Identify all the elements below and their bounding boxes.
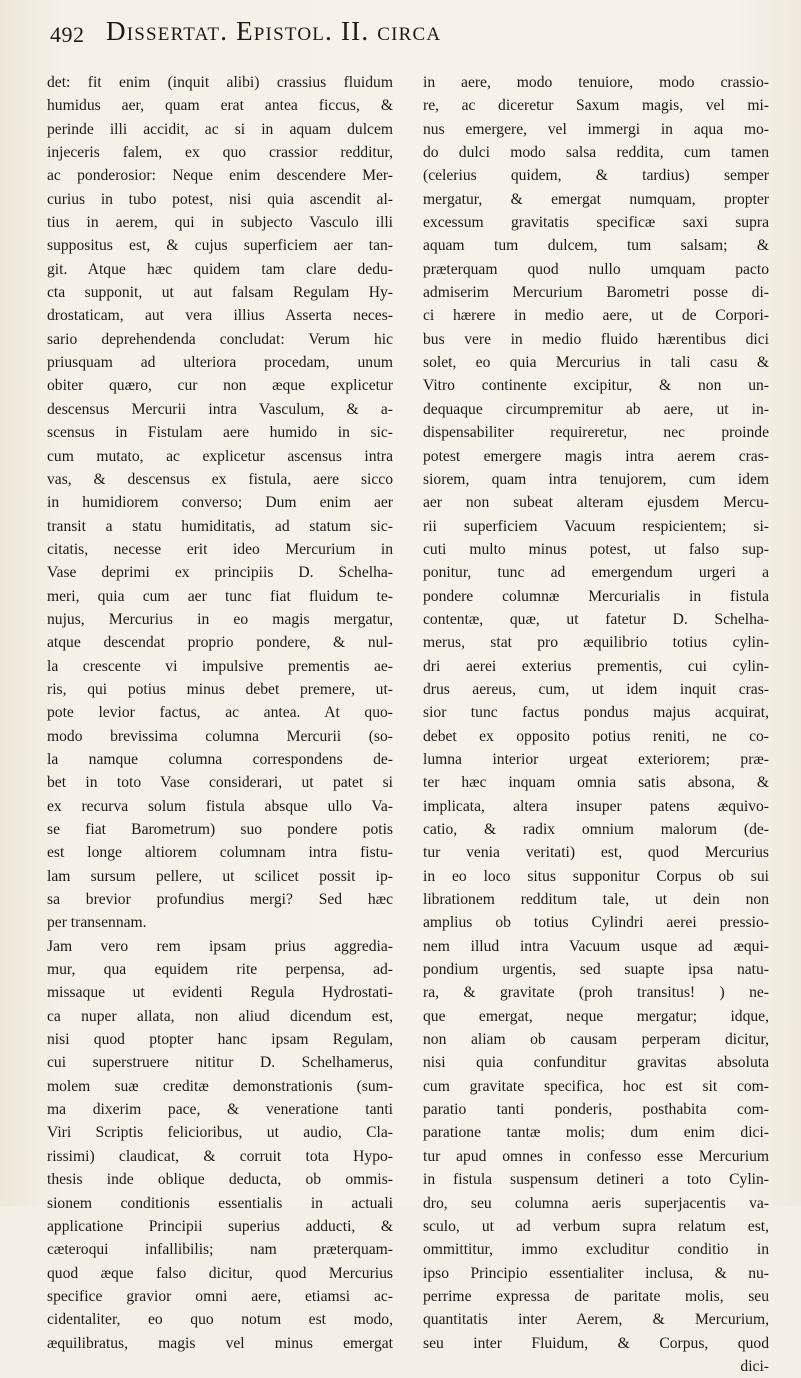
text-line: sa brevior profundius mergi? Sed hæc	[47, 891, 393, 909]
text-line: pote levior factus, ac antea. At quo-	[47, 704, 393, 722]
text-line: implicata, altera insuper patens æquivo-	[423, 797, 769, 815]
text-line: ponitur, tunc ad emergendum urgeri a	[423, 564, 769, 582]
text-line: Vitro continente excipitur, & non un-	[423, 377, 769, 395]
text-line: cuti multo minus potest, ut falso sup-	[423, 540, 769, 558]
text-line: descensus Mercurii intra Vasculum, & a-	[47, 400, 393, 418]
text-line: atque descendat proprio pondere, & nul-	[47, 634, 393, 652]
text-line: sior tunc factus pondus majus acquirat,	[423, 704, 769, 722]
text-line: Viri Scriptis felicioribus, ut audio, Cla-	[47, 1124, 393, 1142]
text-line: se fiat Barometrum) suo pondere potis	[47, 821, 393, 838]
text-line: debet ex opposito potius reniti, ne co-	[423, 727, 769, 745]
text-line: quantitatis inter Aerem, & Mercurium,	[423, 1311, 769, 1329]
text-line: nisi quia confunditur gravitas absoluta	[423, 1054, 769, 1072]
text-line: specifice gravior omni aere, etiamsi ac-	[47, 1287, 393, 1305]
text-line: curius in tubo potest, nisi quia ascendit al-	[47, 190, 393, 208]
text-line: nem illud intra Vacuum usque ad æqui-	[423, 937, 769, 955]
text-line: cæteroqui infallibilis; nam præterquam-	[47, 1241, 393, 1259]
text-line: amplius ob totius Cylindri aerei pressio-	[423, 914, 769, 932]
text-line: do dulci modo salsa reddita, cum tamen	[423, 144, 769, 162]
text-line: in humidiorem converso; Dum enim aer	[47, 494, 393, 512]
text-line: tur apud omnes in confesso esse Mercurium	[423, 1147, 769, 1165]
text-line: git. Atque hæc quidem tam clare dedu-	[47, 260, 393, 278]
text-line: re, ac diceretur Saxum magis, vel mi-	[423, 97, 769, 115]
text-line: tius in aerem, qui in subjecto Vasculo illi	[47, 214, 393, 232]
text-line: est longe altiorem columnam intra fistu-	[47, 844, 393, 862]
text-line: potest emergere magis intra aerem cras-	[423, 447, 769, 465]
text-line: cta supponit, ut aut falsam Regulam Hy-	[47, 284, 393, 302]
text-line: merus, stat pro æquilibrio totius cylin-	[423, 634, 769, 652]
text-line: suppositus est, & cujus superficiem aer tan-	[47, 237, 393, 255]
text-line: drus aereus, cum, ut idem inquit cras-	[423, 680, 769, 698]
text-line: nisi quod ptopter hanc ipsam Regulam,	[47, 1031, 393, 1049]
text-line: ca nuper allata, non aliud dicendum est,	[47, 1007, 393, 1025]
text-line: scensus in Fistulam aere humido in sic-	[47, 424, 393, 442]
text-line: cui superstruere nititur D. Schelhamerus,	[47, 1054, 393, 1072]
text-line: injeceris falem, ex quo crassior redditur,	[47, 144, 393, 162]
text-line: catio, & radix omnium malorum (de-	[423, 821, 769, 838]
text-line: dispensabiliter requireretur, nec proinde	[423, 424, 769, 442]
text-line: ipso Principio essentialiter inclusa, & nu-	[423, 1264, 769, 1282]
text-line: æquilibratus, magis vel minus emergat	[47, 1334, 393, 1352]
text-line: la crescente vi impulsive prementis ae-	[47, 657, 393, 675]
text-line: (celerius quidem, & tardius) semper	[423, 167, 769, 185]
text-line: sario deprehendenda concludat: Verum hic	[47, 330, 393, 348]
right-column	[423, 71, 769, 1378]
text-line: nujus, Mercurius in eo magis mergatur,	[47, 610, 393, 628]
text-line: perrime expressa de paritate molis, seu	[423, 1287, 769, 1305]
text-line: citatis, necesse erit ideo Mercurium in	[47, 540, 393, 558]
text-line: lumna interior urgeat exteriorem; præ-	[423, 750, 769, 768]
text-line: ac ponderosior: Neque enim descendere Mer-	[47, 167, 393, 185]
text-line: paratione tantæ molis; dum enim dici-	[423, 1124, 769, 1142]
text-line: Vase deprimi ex principiis D. Schelha-	[47, 564, 393, 582]
text-line: ra, & gravitate (proh transitus! ) ne-	[423, 984, 769, 1002]
text-line: paratio tanti ponderis, posthabita com-	[423, 1101, 769, 1119]
text-line: tur venia veritati) est, quod Mercurius	[423, 844, 769, 862]
text-line: aquam tum dulcem, tum salsam; &	[423, 237, 769, 255]
text-line: rii superficiem Vacuum respicientem; si-	[423, 517, 769, 535]
text-line: dici-	[740, 1357, 769, 1375]
page-number: 492	[50, 22, 85, 47]
text-line: bet in toto Vase considerari, ut patet si	[47, 774, 393, 792]
text-columns	[47, 71, 770, 1375]
text-line: dequaque circumpremitur ab aere, ut in-	[423, 400, 769, 418]
text-line: mur, qua equidem rite perpensa, ad-	[47, 961, 393, 979]
text-line: pondium urgentis, sed suapte ipsa natu-	[423, 961, 769, 979]
text-line: missaque ut evidenti Regula Hydrostati-	[47, 984, 393, 1002]
text-line: modo brevissima columna Mercurii (so-	[47, 727, 393, 745]
text-line: in fistula suspensum detineri a toto Cylin-	[423, 1171, 769, 1189]
text-line: in eo loco situs supponitur Corpus ob sui	[423, 867, 769, 885]
text-line: cidentaliter, eo quo notum est modo,	[47, 1311, 393, 1329]
text-line: ter hæc inquam omnia satis absona, &	[423, 774, 769, 792]
text-line: sculo, ut ad verbum supra relatum est,	[423, 1217, 769, 1235]
text-line: ma dixerim pace, & veneratione tanti	[47, 1101, 393, 1119]
text-line: obiter quæro, cur non æque explicetur	[47, 377, 393, 395]
text-line: cum mutato, ac explicetur ascensus intra	[47, 447, 393, 465]
text-line: cum gravitate specifica, hoc est sit com-	[423, 1077, 769, 1095]
text-line: sionem conditionis essentialis in actuali	[47, 1194, 393, 1212]
text-line: mergatur, & emergat numquam, propter	[423, 190, 769, 208]
text-line: ris, qui potius minus debet premere, ut-	[47, 680, 393, 698]
left-column	[47, 71, 393, 1355]
text-line: meri, quia cum aer tunc fiat fluidum te-	[47, 587, 393, 605]
text-line: Jam vero rem ipsam prius aggredia-	[47, 937, 393, 955]
text-line: molem suæ creditæ demonstrationis (sum-	[47, 1077, 393, 1095]
text-line: applicatione Principii superius adducti, &	[47, 1217, 393, 1235]
text-line: que emergat, neque mergatur; idque,	[423, 1007, 769, 1025]
text-line: quod æque falso dicitur, quod Mercurius	[47, 1264, 393, 1282]
text-line: in aere, modo tenuiore, modo crassio-	[423, 74, 769, 91]
text-line: bus vere in medio fluido hærentibus dici	[423, 330, 769, 348]
page-header	[50, 14, 766, 54]
text-line: excessum gravitatis specificæ saxi supra	[423, 214, 769, 232]
text-line: thesis inde oblique deducta, ob ommis-	[47, 1171, 393, 1189]
text-line: perinde illi accidit, ac si in aquam dulcem	[47, 120, 393, 138]
text-line: præterquam quod nullo umquam pacto	[423, 260, 769, 278]
text-line: contentæ, quæ, ut fatetur D. Schelha-	[423, 610, 769, 628]
text-line: dri aerei exterius prementis, cui cylin-	[423, 657, 769, 675]
text-line: det: fit enim (inquit alibi) crassius fluidum	[47, 74, 393, 91]
text-line: vas, & descensus ex fistula, aere sicco	[47, 470, 393, 488]
text-line: admiserim Mercurium Barometri posse di-	[423, 284, 769, 302]
text-line: dro, seu columna aeris superjacentis va-	[423, 1194, 769, 1212]
text-line: la namque columna correspondens de-	[47, 750, 393, 768]
text-line: nus emergere, vel immergi in aqua mo-	[423, 120, 769, 138]
text-line: ex recurva solum fistula absque ullo Va-	[47, 797, 393, 815]
text-line: ci hærere in medio aere, ut de Corpori-	[423, 307, 769, 325]
text-line: ommittitur, immo excluditur conditio in	[423, 1241, 769, 1259]
text-line: drostaticam, aut vera illius Asserta neces-	[47, 307, 393, 325]
text-line: siorem, quam intra tenujorem, cum idem	[423, 470, 769, 488]
text-line: per transennam.	[47, 914, 147, 932]
text-line: librationem redditum tale, ut dein non	[423, 891, 769, 909]
text-line: non aliam ob causam perperam dicitur,	[423, 1031, 769, 1049]
text-line: rissimi) claudicat, & corruit tota Hypo-	[47, 1147, 393, 1165]
text-line: solet, eo quia Mercurius in tali casu &	[423, 354, 769, 372]
text-line: pondere columnæ Mercurialis in fistula	[423, 587, 769, 605]
running-title: Dissertat. Epistol. II. circa	[106, 16, 442, 46]
text-line: humidus aer, quam erat antea ficcus, &	[47, 97, 393, 115]
text-line: aer non subeat alteram ejusdem Mercu-	[423, 494, 769, 512]
text-line: priusquam ad ulteriora procedam, unum	[47, 354, 393, 372]
text-line: transit a statu humiditatis, ad statum sic-	[47, 517, 393, 535]
text-line: lam sursum pellere, ut scilicet possit ip-	[47, 867, 393, 885]
text-line: seu inter Fluidum, & Corpus, quod	[423, 1334, 769, 1352]
